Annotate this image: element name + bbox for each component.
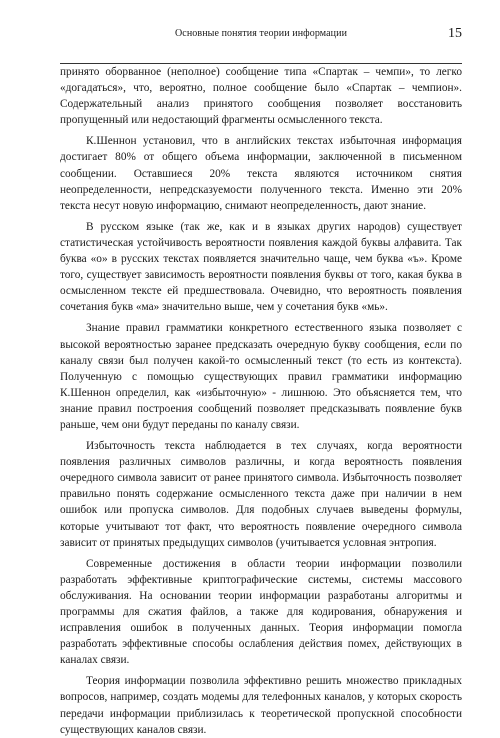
paragraph-text-redundancy: Избыточность текста наблюдается в тех случаях, когда вероятности появления различных символов различны, и когда вероятность появления очередного символа зависит от ранее принятого символа. Избыточность позволяет правильно понять содержание осмысленного текста даже при наличии в нем ошибок или пропуска символов. Для подобных случаев выведены формулы, которые учитывают тот факт, что вероятность появление очередного символа зависит от принятых предыдущих символов (учитывается условная энтропия. <box>60 440 462 549</box>
running-header <box>60 26 462 48</box>
paragraph-shannon-english-redundancy: К.Шеннон установил, что в английских текстах избыточная информация достигает 80% от общего объема информации, заключенной в письменном сообщении. Оставшиеся 20% текста являются источником снятия неопределенности, непредсказуемости полученного текста. Именно эти 20% текста несут новую информацию, снимают неопределенность, дают знание. <box>60 135 462 212</box>
paragraph-modern-achievements: Современные достижения в области теории информации позволили разработать эффективные криптографические системы, системы массового обслуживания. На основании теории информации разработаны алгоритмы и программы для сжатия файлов, а также для кодирования, обнаружения и исправления ошибок в полученных данных. Теория информации помогла разработать эффективные способы ослабления действия помех, действующих в каналах связи. <box>60 557 462 667</box>
running-header-title: Основные понятия теории информации <box>174 28 348 39</box>
paragraph-russian-letter-statistics: В русском языке (так же, как и в языках других народов) существует статистическая устойчивость вероятности появления каждой буквы алфавита. Так буква «о» в русских текстах появляется значительно чаще, чем буква «ъ». Кроме того, существует зависимость вероятности появления буквы от того, какая буква в осмысленном тексте ей предшествовала. Очевидно, что вероятность появления сочетания букв «ма» значительно выше, чем у сочетания букв «мь». <box>60 220 462 314</box>
page-number: 15 <box>448 26 462 41</box>
paragraph-applied-problems: Теория информации позволила эффективно решить множество прикладных вопросов, например, создать модемы для телефонных каналов, у которых скорость передачи информации приблизилась к теоретической пропускной способности существующих каналов связи. <box>60 675 462 736</box>
body-text <box>60 64 462 738</box>
paragraph-continued: принято оборванное (неполное) сообщение типа «Спартак – чемпи», то легко «догадаться», что, вероятно, полное сообщение было «Спартак – чемпион». Содержательный анализ принятого сообщения позволяет восстановить пропущенный или недостающий фрагменты осмысленного текста. <box>60 66 462 127</box>
paragraph-grammar-prediction: Знание правил грамматики конкретного естественного языка позволяет с высокой вероятностью заранее предсказать очередную букву сообщения, если по каналу связи был получен какой-то осмысленный текст (то есть из контекста). Полученную с помощью существующих правил грамматики информацию К.Шеннон определил, как «избыточную» - лишнюю. Это объясняется тем, что знание правил построения сообщений позволяет предсказывать появление букв раньше, чем они будут переданы по каналу связи. <box>60 322 462 431</box>
